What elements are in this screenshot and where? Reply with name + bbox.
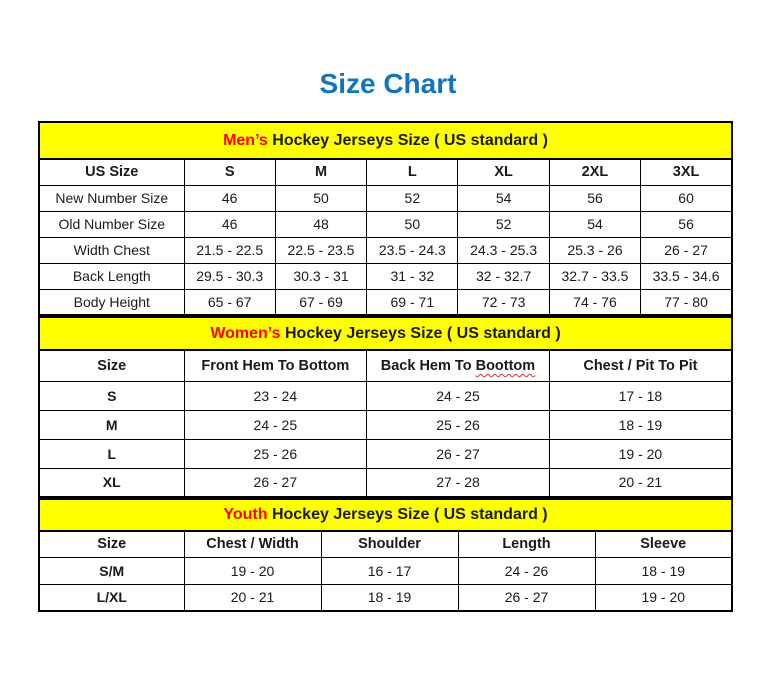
column-header-text: Back Hem To: [380, 357, 476, 374]
row-label: XL: [39, 468, 184, 497]
heading-text-women: Hockey Jerseys Size ( US standard ): [280, 324, 561, 342]
women-section-heading: [38, 316, 733, 349]
column-header: Chest / Width: [184, 531, 321, 557]
column-header: Front Hem To Bottom: [184, 350, 367, 381]
men-header-row: [39, 159, 732, 185]
size-value-cell: 27 - 28: [367, 468, 550, 497]
row-label: New Number Size: [39, 185, 184, 211]
youth-section: [38, 498, 733, 612]
size-value-cell: 20 - 21: [184, 584, 321, 611]
page-title: Size Chart: [319, 68, 457, 99]
women-header-row: [39, 350, 732, 381]
heading-highlight-youth: Youth: [223, 506, 268, 523]
column-header: Sleeve: [595, 531, 732, 557]
men-table-row: [39, 211, 732, 237]
size-value-cell: 46: [184, 211, 275, 237]
size-value-cell: 26 - 27: [458, 584, 595, 611]
column-header: M: [275, 159, 366, 185]
size-value-cell: 24.3 - 25.3: [458, 237, 549, 263]
size-value-cell: 65 - 67: [184, 289, 275, 315]
size-value-cell: 18 - 19: [321, 584, 458, 611]
men-table-row: [39, 185, 732, 211]
size-value-cell: 54: [458, 185, 549, 211]
column-header: S: [184, 159, 275, 185]
column-header: 3XL: [641, 159, 732, 185]
size-value-cell: 19 - 20: [595, 584, 732, 611]
size-value-cell: 23 - 24: [184, 381, 367, 410]
size-value-cell: 48: [275, 211, 366, 237]
women-table-row: [39, 410, 732, 439]
size-value-cell: 18 - 19: [595, 557, 732, 584]
men-size-table: [38, 158, 733, 316]
women-table-row: [39, 468, 732, 497]
heading-highlight-men: Men’s: [223, 131, 268, 149]
column-header: Length: [458, 531, 595, 557]
column-header: [367, 350, 550, 381]
youth-header-row: [39, 531, 732, 557]
women-section: [38, 316, 733, 498]
size-value-cell: 54: [549, 211, 640, 237]
size-value-cell: 26 - 27: [184, 468, 367, 497]
women-table-row: [39, 381, 732, 410]
men-section: [38, 121, 733, 316]
misspelled-word: Boottom: [475, 357, 536, 374]
heading-text-men: Hockey Jerseys Size ( US standard ): [267, 131, 548, 149]
size-value-cell: 24 - 26: [458, 557, 595, 584]
size-value-cell: 74 - 76: [549, 289, 640, 315]
size-value-cell: 16 - 17: [321, 557, 458, 584]
size-value-cell: 26 - 27: [367, 439, 550, 468]
youth-table-row: [39, 557, 732, 584]
size-value-cell: 31 - 32: [367, 263, 458, 289]
men-section-heading: [38, 121, 733, 158]
size-value-cell: 25 - 26: [367, 410, 550, 439]
youth-table-row: [39, 584, 732, 611]
column-header: 2XL: [549, 159, 640, 185]
women-table-row: [39, 439, 732, 468]
row-label-column-header: Size: [39, 350, 184, 381]
size-value-cell: 19 - 20: [549, 439, 732, 468]
column-header: Shoulder: [321, 531, 458, 557]
size-value-cell: 17 - 18: [549, 381, 732, 410]
size-value-cell: 32 - 32.7: [458, 263, 549, 289]
size-value-cell: 50: [275, 185, 366, 211]
row-label: Old Number Size: [39, 211, 184, 237]
men-table-row: [39, 263, 732, 289]
size-value-cell: 21.5 - 22.5: [184, 237, 275, 263]
men-table-row: [39, 237, 732, 263]
size-value-cell: 52: [458, 211, 549, 237]
size-value-cell: 33.5 - 34.6: [641, 263, 732, 289]
row-label: M: [39, 410, 184, 439]
size-value-cell: 20 - 21: [549, 468, 732, 497]
size-value-cell: 32.7 - 33.5: [549, 263, 640, 289]
youth-size-table: [38, 530, 733, 612]
size-value-cell: 72 - 73: [458, 289, 549, 315]
row-label: Width Chest: [39, 237, 184, 263]
column-header: XL: [458, 159, 549, 185]
size-value-cell: 56: [641, 211, 732, 237]
size-value-cell: 60: [641, 185, 732, 211]
size-value-cell: 67 - 69: [275, 289, 366, 315]
size-value-cell: 30.3 - 31: [275, 263, 366, 289]
heading-text-youth: Hockey Jerseys Size ( US standard ): [267, 506, 548, 523]
size-value-cell: 69 - 71: [367, 289, 458, 315]
row-label: S: [39, 381, 184, 410]
row-label: Back Length: [39, 263, 184, 289]
size-value-cell: 22.5 - 23.5: [275, 237, 366, 263]
size-value-cell: 18 - 19: [549, 410, 732, 439]
size-value-cell: 23.5 - 24.3: [367, 237, 458, 263]
row-label: L/XL: [39, 584, 184, 611]
size-value-cell: 50: [367, 211, 458, 237]
size-value-cell: 56: [549, 185, 640, 211]
row-label: Body Height: [39, 289, 184, 315]
size-value-cell: 25.3 - 26: [549, 237, 640, 263]
youth-section-heading: [38, 498, 733, 530]
row-label: S/M: [39, 557, 184, 584]
row-label-column-header: Size: [39, 531, 184, 557]
size-value-cell: 25 - 26: [184, 439, 367, 468]
column-header: Chest / Pit To Pit: [549, 350, 732, 381]
women-size-table: [38, 349, 733, 498]
row-label: L: [39, 439, 184, 468]
size-value-cell: 24 - 25: [367, 381, 550, 410]
size-value-cell: 77 - 80: [641, 289, 732, 315]
column-header: L: [367, 159, 458, 185]
size-value-cell: 19 - 20: [184, 557, 321, 584]
size-value-cell: 29.5 - 30.3: [184, 263, 275, 289]
heading-highlight-women: Women’s: [210, 324, 281, 342]
size-value-cell: 26 - 27: [641, 237, 732, 263]
size-value-cell: 52: [367, 185, 458, 211]
size-value-cell: 46: [184, 185, 275, 211]
size-chart-tables: [38, 121, 733, 612]
men-table-row: [39, 289, 732, 315]
size-value-cell: 24 - 25: [184, 410, 367, 439]
row-label-column-header: US Size: [39, 159, 184, 185]
